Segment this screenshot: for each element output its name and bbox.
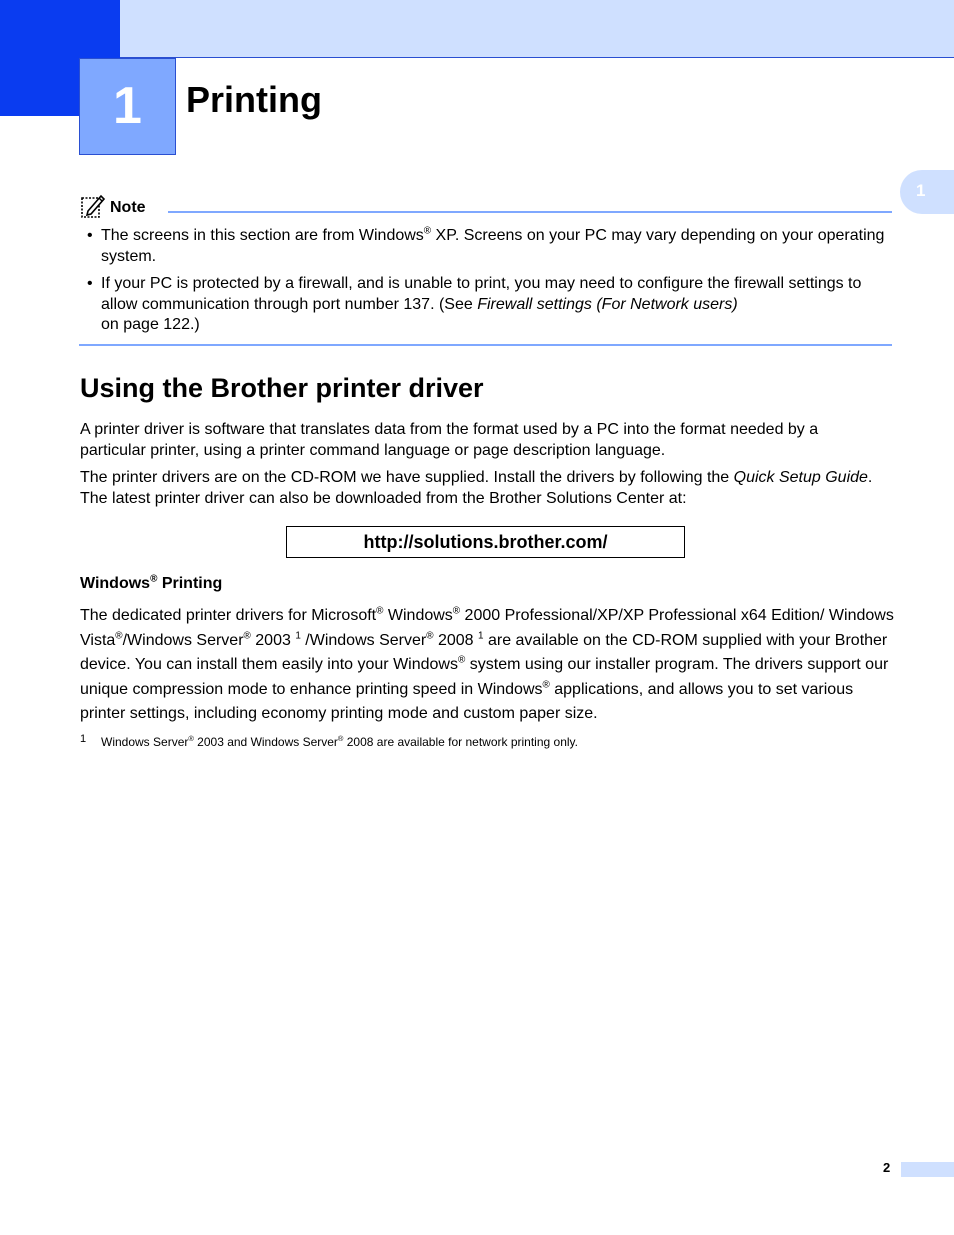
page-number-tab <box>901 1162 954 1177</box>
note-rule <box>168 211 892 213</box>
note-item-1: The screens in this section are from Windows® XP. Screens on your PC may vary depending on your operating system. <box>101 225 885 265</box>
side-tab-label: 1 <box>916 181 926 200</box>
footnote-text: Windows Server® 2003 and Windows Server® 2008 are available for network printing only. <box>101 734 578 749</box>
note-bullet-2: • <box>87 275 93 292</box>
footnote-ref-1[interactable]: 1 <box>295 630 301 642</box>
chapter-number: 1 <box>79 58 176 155</box>
paragraph-printer-driver: A printer driver is software that translates data from the format used by a PC into the format needed by a particular printer, using a printer command language or page description language. <box>80 421 819 459</box>
chapter-side-tab <box>900 170 954 214</box>
header-band <box>119 0 954 58</box>
windows-printing-heading: Windows® Printing <box>80 573 223 592</box>
note-item-2: If your PC is protected by a firewall, and is unable to print, you may need to configure the firewall settings to allow communication through port number 137. (See Firewall settings (For Network users) on page 122.) <box>101 275 862 333</box>
paragraph-windows-drivers: The dedicated printer drivers for Microsoft® Windows® 2000 Professional/XP/XP Professional x64 Edition/ Windows Vista®/Windows Server® 2003 $^1$ /Windows Server® 2008 $^1$ are available on the CD-ROM supplied with your Brother device. You can install them easily into your Windows® system using our installer program. The drivers support our unique compression mode to enhance printing speed in Windows® applications, and allows you to set various printer settings, including economy printing mode and custom paper size. <box>80 605 894 723</box>
section-heading: Using the Brother printer driver <box>80 373 484 403</box>
note-end-rule <box>79 344 892 346</box>
footnote-ref-2[interactable]: 1 <box>478 630 484 642</box>
chapter-title: Printing <box>186 79 322 120</box>
page-number: 2 <box>883 1160 891 1175</box>
paragraph-cd-rom: The printer drivers are on the CD-ROM we have supplied. Install the drivers by following the Quick Setup Guide. The latest printer driver can also be downloaded from the Brother Solutions Center at: <box>80 469 873 507</box>
note-pencil-icon <box>80 193 106 219</box>
note-bullet-1: • <box>87 227 93 244</box>
firewall-settings-link[interactable]: Firewall settings (For Network users) <box>477 295 738 313</box>
solutions-url-link[interactable]: http://solutions.brother.com/ <box>286 526 685 558</box>
note-label: Note <box>110 199 146 216</box>
footnote-number: 1 <box>80 733 87 745</box>
